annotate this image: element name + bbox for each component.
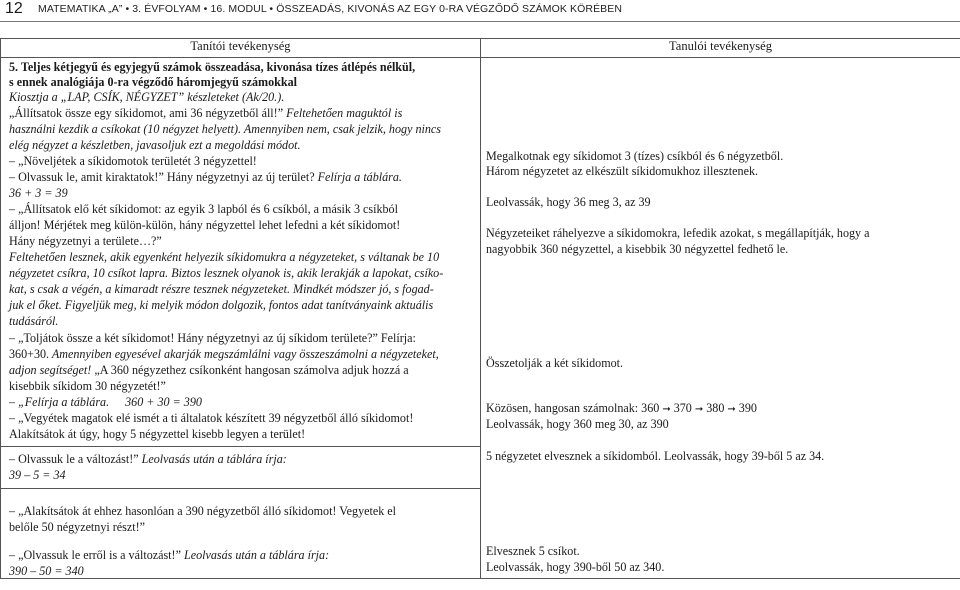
teacher-line: használni kezdik a csíkokat (10 négyzet helyett). Amennyiben nem, csak jelzik, hogy nincs (9, 122, 441, 136)
teacher-quote: – „Olvassuk le erről is a változást!” (9, 548, 181, 562)
teacher-line: Hány négyzetnyi a területe…?” (9, 234, 162, 248)
teacher-note: – „Felírja a táblára. (9, 395, 110, 409)
teacher-note: kat, s csak a végén, a kimaradt részre tesznek négyzeteket. Mindkét módszer jó, s fogad- (9, 282, 434, 296)
student-line: Összetolják a két síkidomot. (486, 356, 624, 370)
teacher-line: belőle 50 négyzetnyi részt!” (9, 520, 145, 534)
teacher-line: Kiosztja a „LAP, CSÍK, NÉGYZET” készleteket (Ak/20.). (9, 90, 285, 104)
teacher-note: Leolvasás után a táblára írja: (180, 548, 330, 562)
col-header-teacher: Tanítói tevékenység (1, 39, 481, 58)
teacher-line: – „Toljátok össze a két síkidomot! Hány négyzetnyi az új síkidom területe?” Felírja: (9, 331, 416, 345)
student-line: Három négyzetet az elkészült síkidomukhoz illesztenek. (486, 164, 759, 178)
teacher-note: Leolvasás után a táblára írja: (138, 452, 287, 466)
student-line: Négyzeteiket ráhelyezve a síkidomokra, lefedik azokat, s megállapítják, hogy a (486, 226, 870, 240)
teacher-note: adjon segítséget! (9, 363, 92, 377)
teacher-quote: – Olvassuk le, amit kiraktatok!” Hány négyzetnyi az új terület? (9, 170, 315, 184)
student-line: Leolvassák, hogy 360 meg 30, az 390 (486, 417, 669, 431)
arrow-right-icon: ➞ (662, 404, 671, 415)
row-separator (1, 488, 480, 489)
running-title: MATEMATIKA „A” • 3. ÉVFOLYAM • 16. MODUL • ÖSSZEADÁS, KIVONÁS AZ EGY 0-RA VÉGZŐDŐ SZÁMOK KÖRÉBEN (38, 3, 623, 15)
equation: 39 – 5 = 34 (9, 468, 66, 482)
count-step: 390 (738, 401, 757, 415)
teacher-note: négyzetet csíkra, 10 csíkot lapra. Biztos lesznek olyanok is, akik lerakják a lapokat, csíko- (9, 266, 444, 280)
teacher-line: – „Vegyétek magatok elé ismét a ti általatok készített 39 négyzetből álló síkidomot! (9, 411, 414, 425)
teacher-line: kisebbik síkidom 30 négyzetét!” (9, 379, 166, 393)
teacher-note: Felírja a táblára. (314, 170, 402, 184)
page-number: 12 (5, 0, 23, 17)
count-step: Közösen, hangosan számolnak: 360 (486, 401, 660, 415)
arrow-right-icon: ➞ (694, 404, 704, 415)
table-body (1, 58, 960, 578)
equation: 360 + 30 = 390 (125, 395, 202, 409)
row-separator (1, 446, 480, 447)
equation: 36 + 3 = 39 (9, 186, 68, 200)
teacher-line (9, 363, 409, 379)
col-header-student: Tanulói tevékenység (481, 39, 960, 58)
teacher-quote: – Olvassuk le a változást!” (9, 452, 139, 466)
arrow-right-icon: ➞ (727, 404, 736, 415)
student-line (486, 401, 757, 418)
teacher-line (9, 395, 202, 411)
teacher-line (9, 170, 402, 186)
header-rule (0, 21, 960, 22)
teacher-line: – „Állítsatok elő két síkidomot: az egyik 3 lapból és 6 csíkból, a másik 3 csíkból (9, 202, 398, 216)
student-line: Leolvassák, hogy 390-ből 50 az 340. (486, 560, 665, 574)
student-line: nagyobbik 360 négyzettel, a kisebbik 30 négyzettel fedhető le. (486, 242, 789, 256)
teacher-line: – „Növeljétek a síkidomotok területét 3 négyzettel! (9, 154, 257, 168)
teacher-line (9, 548, 329, 564)
teacher-note: tudásáról. (9, 314, 59, 328)
column-divider (480, 58, 481, 578)
student-line: Megalkotnak egy síkidomot 3 (tízes) csíkból és 6 négyzetből. (486, 149, 784, 163)
equation: 360+30. (9, 347, 50, 361)
teacher-note: juk el őket. Figyeljük meg, ki melyik módon dolgozik, fontos adat tanítványaink aktuális (9, 298, 434, 312)
teacher-line (9, 452, 287, 468)
count-step: 380 (706, 401, 725, 415)
activity-table (0, 38, 960, 579)
teacher-note: Feltehetően lesznek, akik egyenként helyezik síkidomukra a négyzeteket, s váltanak be 10 (9, 250, 440, 264)
teacher-line: Alakítsátok át úgy, hogy 5 négyzettel kisebb legyen a terület! (9, 427, 306, 441)
count-step: 370 (673, 401, 692, 415)
student-line: Leolvassák, hogy 36 meg 3, az 39 (486, 195, 651, 209)
teacher-note: Feltehetően maguktól is (283, 106, 403, 120)
student-line: 5 négyzetet elvesznek a síkidomból. Leolvassák, hogy 39-ből 5 az 34. (486, 449, 825, 463)
teacher-quote: „A 360 négyzethez csíkonként hangosan számolva adjuk hozzá a (91, 363, 409, 377)
teacher-quote: „Állítsatok össze egy síkidomot, ami 36 négyzetből áll!” (9, 106, 284, 120)
teacher-line: álljon! Mérjétek meg külön-külön, hány négyzettel lehet lefedni a két síkidomot! (9, 218, 401, 232)
teacher-line: – „Alakítsátok át ehhez hasonlóan a 390 négyzetből álló síkidomot! Vegyetek el (9, 504, 397, 518)
teacher-line: elég négyzet a készletben, javasoljuk ezt a megoldási módot. (9, 138, 301, 152)
section-title-line1: 5. Teljes kétjegyű és egyjegyű számok összeadása, kivonása tízes átlépés nélkül, (9, 60, 416, 74)
teacher-line (9, 106, 402, 122)
section-title-line2: s ennek analógiája 0-ra végződő háromjegyű számokkal (9, 75, 298, 89)
teacher-note: Amennyiben egyesével akarják megszámlálni vagy összeszámolni a négyzeteket, (49, 347, 439, 361)
equation: 390 – 50 = 340 (9, 564, 84, 578)
running-header (0, 0, 960, 22)
student-line: Elvesznek 5 csíkot. (486, 544, 580, 558)
teacher-line (9, 347, 439, 363)
